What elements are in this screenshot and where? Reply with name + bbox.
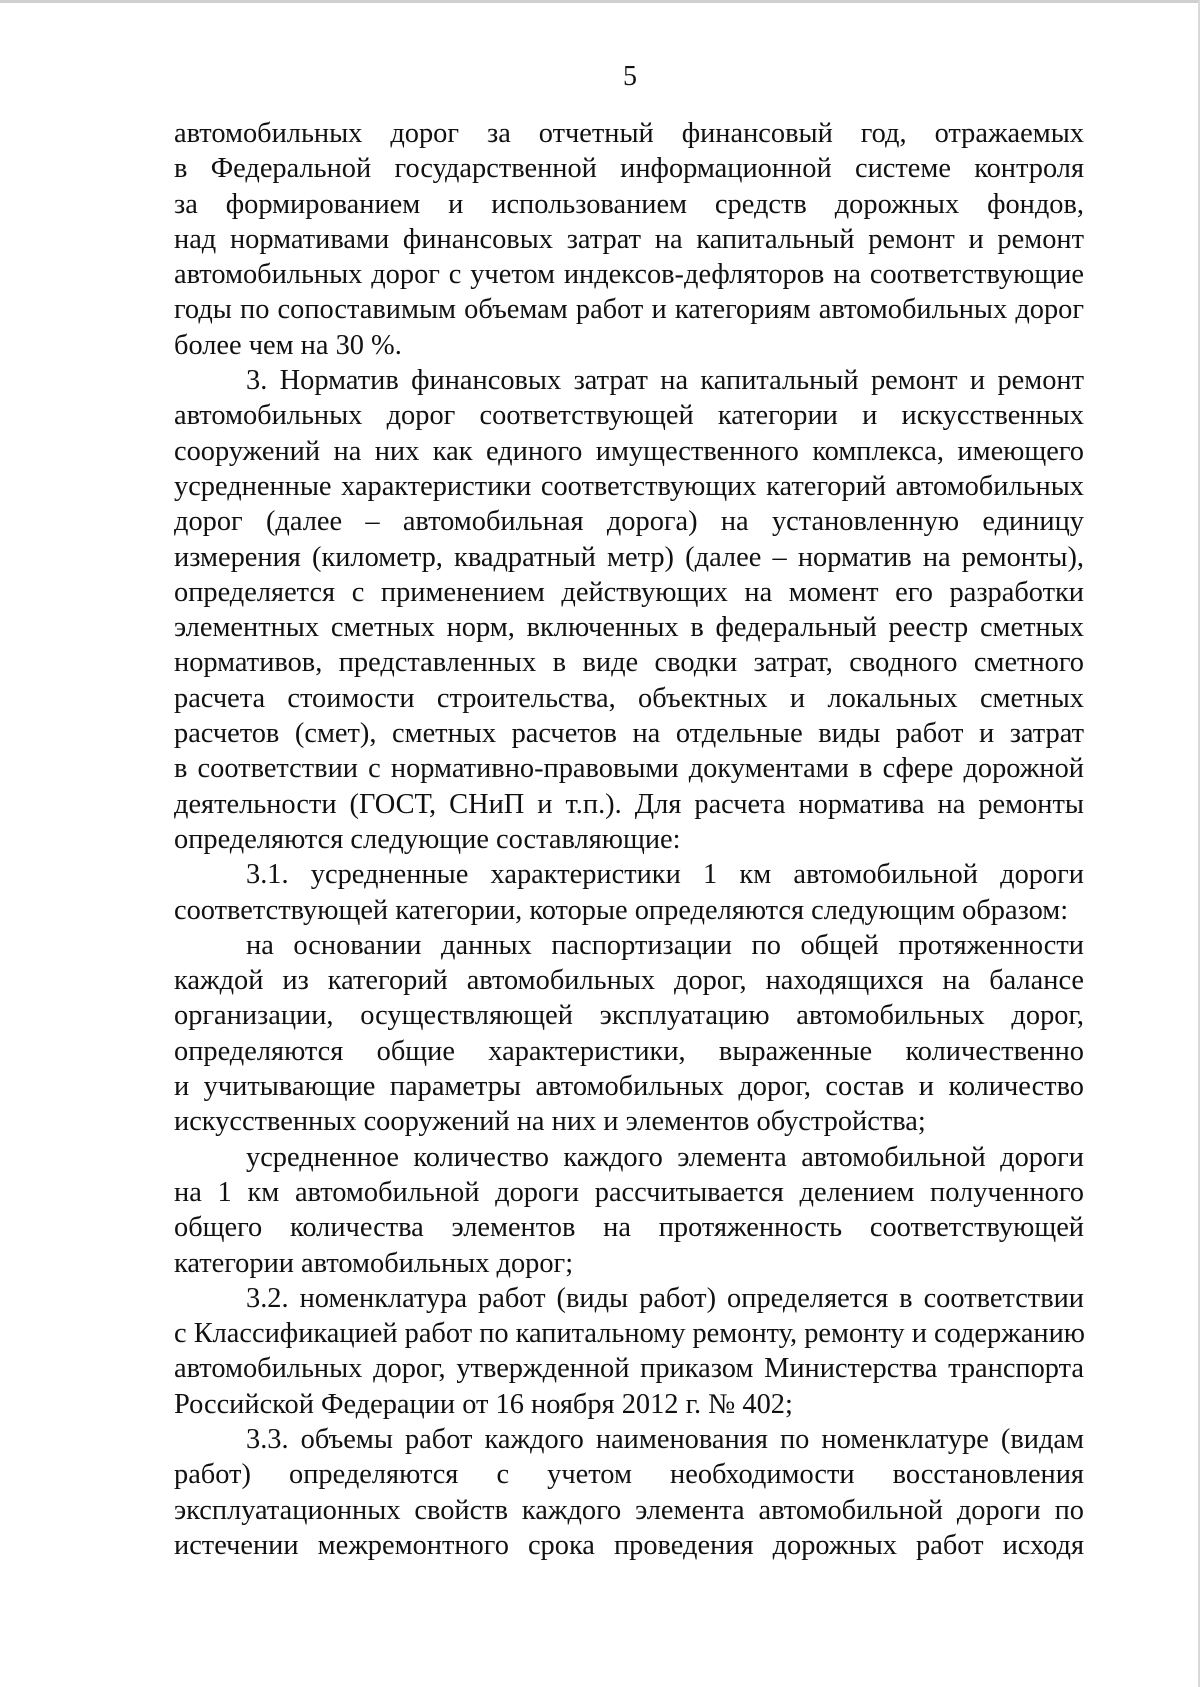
text-line: организации, осуществляющей эксплуатацию автомобильных дорог, <box>174 1000 1084 1032</box>
text-line: искусственных сооружений на них и элементов обустройства; <box>174 1106 926 1138</box>
text-line: эксплуатационных свойств каждого элемента автомобильной дороги по <box>174 1494 1084 1526</box>
text-line: определяется с применением действующих на момент его разработки <box>174 576 1084 608</box>
text-line: более чем на 30 %. <box>174 329 402 361</box>
text-line: дорог (далее – автомобильная дорога) на установленную единицу <box>174 506 1084 538</box>
text-line: и учитывающие параметры автомобильных дорог, состав и количество <box>174 1071 1084 1103</box>
page-number: 5 <box>623 61 637 92</box>
text-line: измерения (километр, квадратный метр) (далее – норматив на ремонты), <box>174 541 1084 573</box>
text-line: с Классификацией работ по капитальному ремонту, ремонту и содержанию <box>174 1318 1086 1350</box>
text-line: годы по сопоставимым объемам работ и категориям автомобильных дорог <box>174 294 1084 326</box>
text-line: автомобильных дорог с учетом индексов-дефляторов на соответствующие <box>174 259 1084 291</box>
text-line: работ) определяются с учетом необходимости восстановления <box>174 1459 1084 1491</box>
text-line: в соответствии с нормативно-правовыми документами в сфере дорожной <box>174 753 1084 785</box>
text-line: Российской Федерации от 16 ноября 2012 г. № 402; <box>174 1388 793 1420</box>
document-body <box>174 116 1084 1563</box>
text-line: на основании данных паспортизации по общей протяженности <box>246 929 1084 961</box>
text-line: 3. Норматив финансовых затрат на капитальный ремонт и ремонт <box>246 365 1084 397</box>
text-line: за формированием и использованием средств дорожных фондов, <box>174 188 1084 220</box>
text-line: 3.2. номенклатура работ (виды работ) определяется в соответствии <box>246 1282 1084 1314</box>
text-line: расчета стоимости строительства, объектных и локальных сметных <box>174 682 1084 714</box>
text-line: определяются следующие составляющие: <box>174 823 681 855</box>
text-line: нормативов, представленных в виде сводки затрат, сводного сметного <box>174 647 1084 679</box>
text-line: 3.1. усредненные характеристики 1 км автомобильной дороги <box>246 859 1084 891</box>
text-line: над нормативами финансовых затрат на капитальный ремонт и ремонт <box>174 223 1084 255</box>
text-line: автомобильных дорог соответствующей категории и искусственных <box>174 400 1084 432</box>
text-line: определяются общие характеристики, выраженные количественно <box>174 1035 1084 1067</box>
text-line: в Федеральной государственной информационной системе контроля <box>174 153 1084 185</box>
text-line: сооружений на них как единого имущественного комплекса, имеющего <box>174 435 1084 467</box>
text-line: деятельности (ГОСТ, СНиП и т.п.). Для расчета норматива на ремонты <box>174 788 1084 820</box>
text-line: усредненные характеристики соответствующих категорий автомобильных <box>174 470 1084 502</box>
text-line: 3.3. объемы работ каждого наименования по номенклатуре (видам <box>246 1423 1084 1455</box>
text-line: категории автомобильных дорог; <box>174 1247 574 1279</box>
text-line: истечении межремонтного срока проведения дорожных работ исходя <box>174 1529 1084 1561</box>
text-line: расчетов (смет), сметных расчетов на отдельные виды работ и затрат <box>174 718 1084 750</box>
text-line: общего количества элементов на протяженность соответствующей <box>174 1212 1084 1244</box>
text-line: на 1 км автомобильной дороги рассчитывается делением полученного <box>174 1176 1084 1208</box>
text-line: автомобильных дорог, утвержденной приказом Министерства транспорта <box>174 1353 1084 1385</box>
text-line: усредненное количество каждого элемента автомобильной дороги <box>246 1141 1084 1173</box>
text-line: автомобильных дорог за отчетный финансовый год, отражаемых <box>174 118 1084 149</box>
text-line: каждой из категорий автомобильных дорог, находящихся на балансе <box>174 965 1084 997</box>
text-line: элементных сметных норм, включенных в федеральный реестр сметных <box>174 612 1084 644</box>
text-line: соответствующей категории, которые определяются следующим образом: <box>174 894 1069 926</box>
scan-top-edge <box>0 0 1200 3</box>
